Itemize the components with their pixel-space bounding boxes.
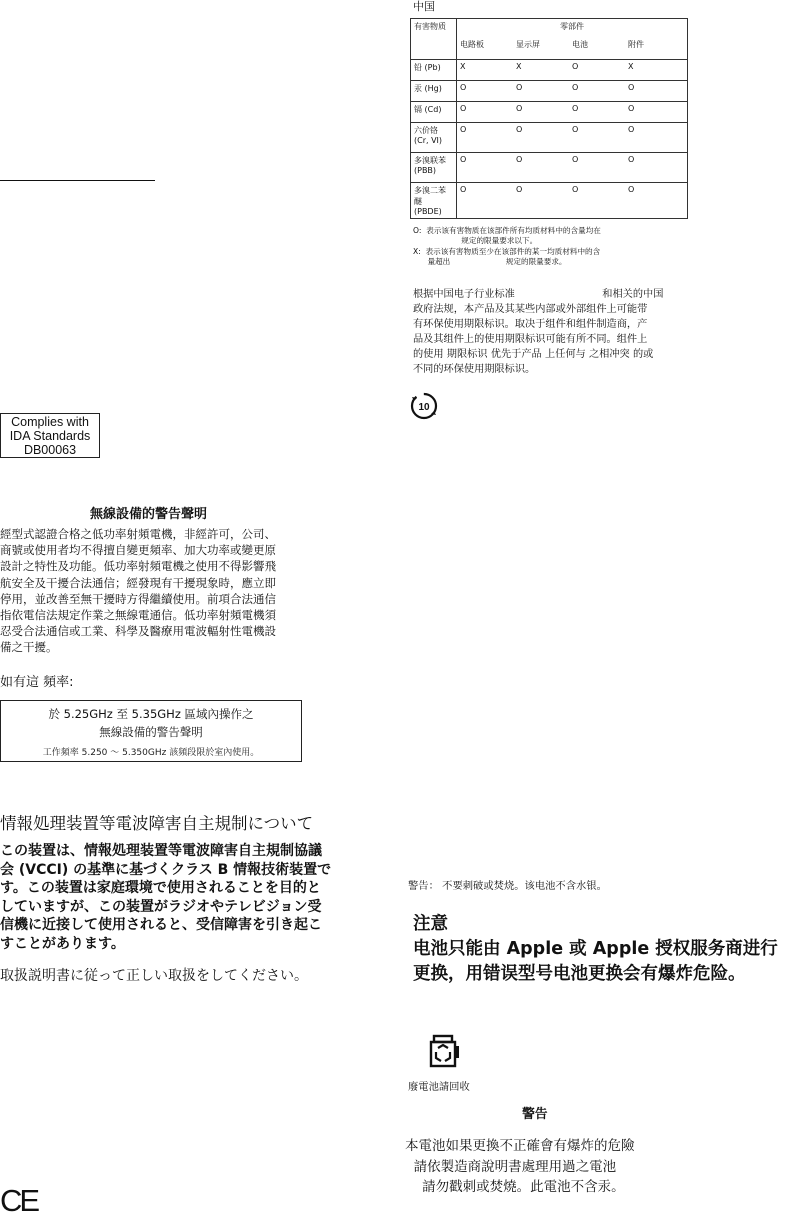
row-name: 多溴二苯醚 [414,186,446,206]
cell-value: O [628,83,635,92]
cell-value: X [628,62,634,71]
epup-number: 10 [418,402,430,413]
tw-battery-warning-title: 警告 [522,1107,548,1122]
cell-value: O [516,125,523,134]
taiwan-wireless-title: 無線設備的警告聲明 [90,507,208,522]
divider-line [0,180,155,181]
cell-value: O [516,104,523,113]
cell-value: O [572,62,579,71]
table-header-substance: 有害物质 [411,19,457,60]
row-name: 汞 (Hg) [411,81,457,102]
table-row [411,153,688,183]
cell-value: O [516,185,523,194]
cell-value: O [572,185,579,194]
cell-value: O [516,83,523,92]
ida-line: DB00063 [23,443,77,457]
cell-value: X [460,62,466,71]
table-notes [413,226,601,267]
cell-value: O [572,155,579,164]
tw-battery-warning-body [405,1136,635,1198]
notice-body [413,937,778,987]
row-name: 铅 (Pb) [411,60,457,81]
body-line: この装置は、情報処理装置等電波障害自主規制協議 [0,843,322,859]
frequency-label: 如有這 頻率: [0,675,74,690]
taiwan-wireless-body [0,526,335,656]
body-line: 会 (VCCI) の基準に基づくクラス B 情報技術装置で [0,861,332,878]
column-header: 显示屏 [516,40,540,49]
column-header: 电路板 [460,40,484,49]
body-line: 信機に近接して使用されると、受信障害を引き起こ [0,917,322,933]
vcci-instruction: 取扱説明書に従って正しい取扱をしてください。 [0,968,308,984]
row-name-formula: (PBB) [414,166,437,175]
cell-value: O [572,104,579,113]
paragraph-line: 根据中国电子行业标准 和相关的中国 [413,289,664,300]
vcci-title: 情報処理装置等電波障害自主規制について [0,814,314,833]
row-name-formula: (PBDE) [414,207,442,216]
body-line: していますが、この装置がラジオやテレビジョン受 [0,898,322,915]
body-line: す。この装置は家庭環境で使用されることを目的と [0,880,321,896]
note-line: O: 表示该有害物质在该部件所有均质材料中的含量均在 [413,226,601,235]
ida-line: IDA Standards [9,429,91,443]
body-line: 商號或使用者均不得擅自變更頻率、加大功率或變更原 [0,543,276,558]
paragraph-line: 不同的环保使用期限标识。 [413,364,536,375]
cell-value: O [572,83,579,92]
body-line: 設計之特性及功能。低功率射頻電機之使用不得影響飛 [0,559,276,574]
body-line: 備之干擾。 [0,640,58,655]
cell-value: O [460,155,467,164]
table-row [411,81,688,102]
row-name: 多溴联苯 [414,156,446,165]
column-header: 电池 [572,40,588,49]
note-line: 规定的限量要求以下。 [413,236,538,246]
cell-value: O [628,155,635,164]
cell-value: O [460,125,467,134]
body-line: 經型式認證合格之低功率射頻電機，非經許可，公司、 [0,527,276,541]
warning-line: 請勿戳刺或焚燒。此電池不含汞。 [405,1179,625,1195]
body-line: 指依電信法規定作業之無線電通信。低功率射頻電機須 [0,608,276,623]
paragraph-line: 的使用 期限标识 优先于产品 上任何与 之相冲突 的或 [413,349,654,360]
ida-compliance-label [0,413,100,458]
table-row [411,60,688,81]
body-line: 停用，並改善至無干擾時方得繼續使用。前項合法通信 [0,591,276,606]
cell-value: O [460,104,467,113]
note-line: X: 表示该有害物质至少在该部件的某一均质材料中的含 [413,246,601,256]
notice-line: 电池只能由 Apple 或 Apple 授权服务商进行 [413,939,778,959]
paragraph-line: 有环保使用期限标识。取决于组件和组件制造商，产 [413,319,648,330]
notice-title: 注意 [413,914,448,934]
vcci-body [0,842,385,953]
cell-value: O [572,125,579,134]
epup-10-icon [410,392,438,420]
table-row [411,123,688,153]
cell-value: O [460,185,467,194]
body-line: 忍受合法通信或工業、科學及醫療用電波輻射性電機設 [0,624,276,639]
ida-line: Complies with [11,415,89,429]
column-header: 附件 [628,40,644,49]
cell-value: O [628,104,635,113]
body-line: すことがあります。 [0,935,125,952]
box-line-3: 工作頻率 5.250 ～ 5.350GHz 該頻段限於室內使用。 [42,748,260,758]
cell-value: O [460,83,467,92]
cell-value: X [516,62,522,71]
table-header-parts: 零部件 [457,19,688,38]
table-row [411,183,688,219]
box-line-2: 無線設備的警告聲明 [99,725,203,739]
paragraph-line: 政府法规，本产品及其某些内部或外部组件上可能带 [413,304,648,315]
box-line-1: 於 5.25GHz 至 5.35GHz 區域內操作之 [48,707,254,721]
china-heading: 中国 [413,0,435,13]
cell-value: O [628,185,635,194]
recycle-label: 廢電池請回收 [408,1081,470,1093]
notice-line: 更换，用错误型号电池更换会有爆炸危险。 [413,964,746,984]
battery-warning-cn: 警告： 不要刺破或焚烧。该电池不含水银。 [408,880,607,892]
note-line: 量超出 规定的限量要求。 [413,256,567,266]
body-line: 航安全及干擾合法通信；經發現有干擾現象時，應立即 [0,575,276,590]
warning-line: 本電池如果更換不正確會有爆炸的危險 [405,1138,635,1154]
hazardous-substance-table [410,18,688,219]
ce-mark-icon: CE [0,1183,38,1218]
battery-recycle-icon [428,1034,462,1068]
table-column-headers [457,37,688,60]
frequency-warning-box [0,700,302,762]
row-name-formula: (Cr, VI) [414,136,443,145]
warning-line: 請依製造商說明書處理用過之電池 [405,1158,617,1175]
china-epup-paragraph [413,287,693,377]
row-name: 镉 (Cd) [411,102,457,123]
row-name: 六价铬 [414,126,438,135]
paragraph-line: 品及其组件上的使用期限标识可能有所不同。组件上 [413,334,648,345]
table-row [411,102,688,123]
cell-value: O [628,125,635,134]
cell-value: O [516,155,523,164]
